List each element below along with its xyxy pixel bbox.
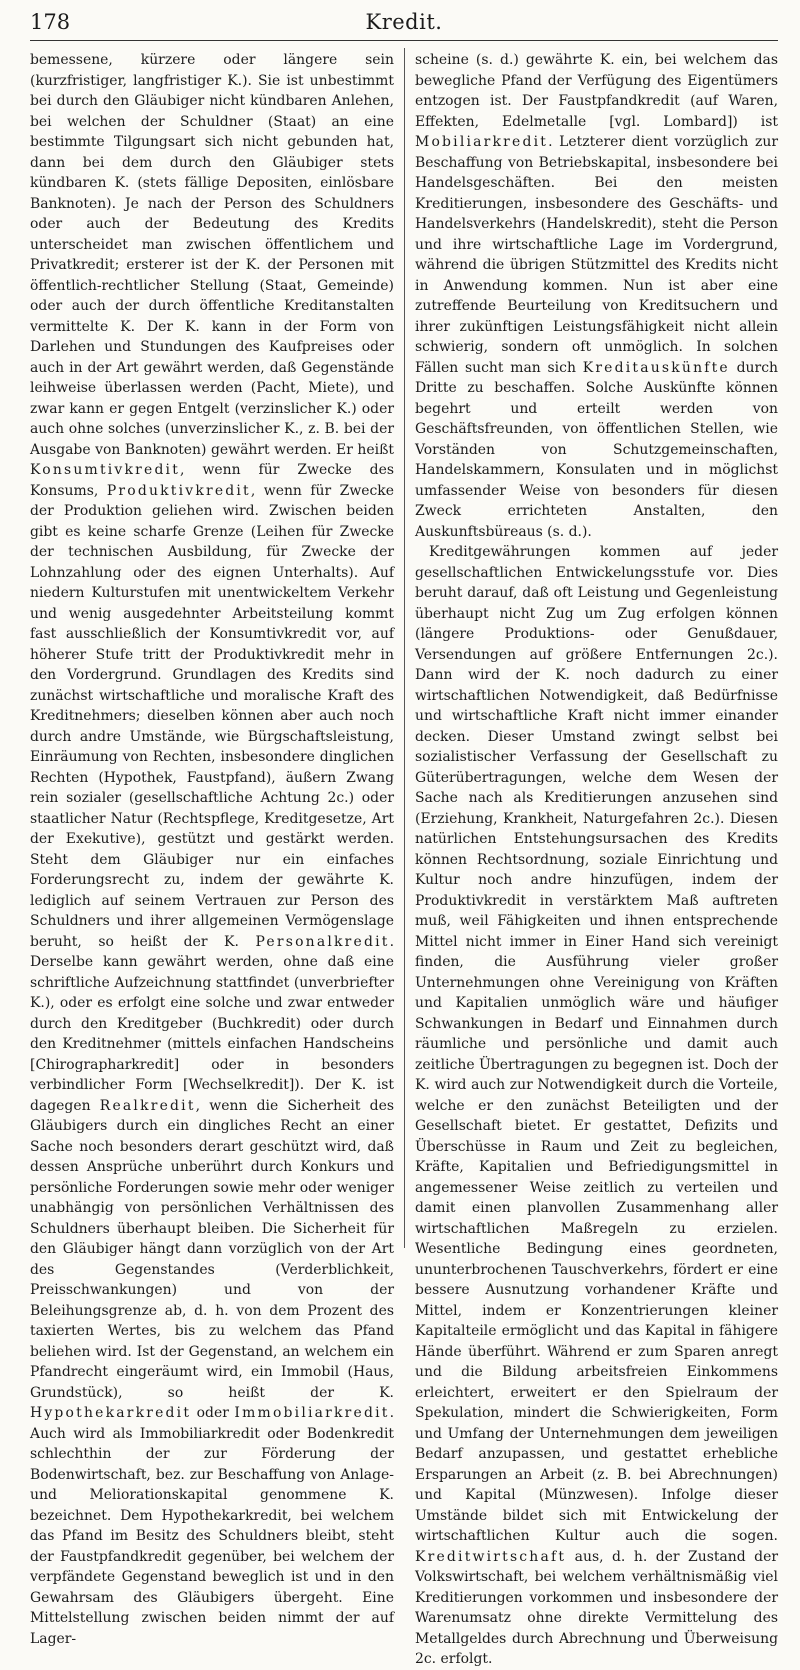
term-kreditauskuenfte: Kreditauskünfte bbox=[582, 359, 730, 376]
text-run: . Letzterer dient vorzüglich zur Beschaffung von Betriebskapital, insbesondere bei Handelsgeschäften. Bei den meisten Kreditierungen, insbesondere des Geschäfts- und Handelsverkehrs (Handelskredit), steht die Person und ihre wirtschaftliche Lage im Vordergrund, während die übrigen Stützmittel des Kredits nicht in Anwendung kommen. Nun ist aber eine zutreffende Beurteilung von Kreditsuchern und ihrer zukünftigen Leistungsfähigkeit nicht allein schwierig, sondern oft unmöglich. In solchen Fällen sucht man sich bbox=[415, 134, 778, 376]
column-divider bbox=[404, 48, 405, 1248]
text-run: bemessene, kürzere oder längere sein (kurzfristiger, langfristiger K.). Sie ist unbestimmt bei durch den Gläubiger nicht kündbaren Anlehen, bei welchen der Schuldner (Staat) an eine bestimmte Tilgungsart sich nicht gebunden hat, dann bei dem durch den Gläubiger stets kündbaren K. (stets fällige Depositen, einlösbare Banknoten). Je nach der Person des Schuldners oder auch der Bedeutung des Kredits unterscheidet man zwischen öffentlichem und Privatkredit; ersterer ist der K. der Personen mit öffentlich-rechtlicher Stellung (Staat, Gemeinde) oder auch der durch öffentliche Kreditanstalten vermittelte K. Der K. kann in der Form von Darlehen und Stundungen des Kaufpreises oder auch in der Art gewährt werden, daß Gegenstände leihweise überlassen werden (Pacht, Miete), und zwar kann er gegen Entgelt (verzinslicher K.) oder auch ohne solches (unverzinslicher K., z. B. bei der Ausgabe von Banknoten) gewährt werden. Er heißt bbox=[30, 52, 394, 458]
text-run: scheine (s. d.) gewährte K. ein, bei welchem das bewegliche Pfand der Verfügung des Eigentümers entzogen ist. Der Faustpfandkredit (auf Waren, Effekten, Edelmetalle [vgl. Lombard]) ist bbox=[415, 52, 778, 130]
page-header bbox=[30, 6, 778, 41]
running-title: Kredit. bbox=[365, 10, 443, 34]
term-konsumtivkredit: Konsumtivkredit bbox=[30, 462, 181, 478]
text-run: durch Dritte zu beschaffen. Solche Auskünfte können begehrt und erteilt werden von Geschäftsfreunden, von öffentlichen Stellen, wie Vorständen von Schutzgemeinschaften, Handelskammern, Konsulaten und in möglichst umfassender Weise von besonders für diesen Zweck errichteten Anstalten, den Auskunftsbüreaus (s. d.). bbox=[415, 359, 778, 540]
text-run: aus, d. h. der Zustand der Volkswirtschaft, bei welchem verhältnismäßig viel Kreditierungen vorkommen und insbesondere der Warenumsatz ohne direkte Vermittelung des Metallgeldes durch Abrechnung und Überweisung 2c. erfolgt. bbox=[415, 1548, 778, 1667]
term-hypothekarkredit: Hypothekarkredit bbox=[30, 1405, 192, 1421]
term-realkredit: Realkredit bbox=[99, 1097, 196, 1114]
text-run: , wenn die Sicherheit des Gläubigers durch ein dingliches Recht an einer Sache noch besonders derart geschützt wird, daß dessen Ansprüche unberührt durch Konkurs und persönliche Forderungen sowie mehr oder weniger unabhängig von persönlichen Verhältnissen des Schuldners überhaupt bleiben. Die Sicherheit für den Gläubiger hängt dann vorzüglich von der Art des Gegenstandes (Verderblichkeit, Preisschwankungen) und von der Beleihungsgrenze ab, d. h. von dem Prozent des taxierten Wertes, bis zu welchem das Pfand beliehen wird. Ist der Gegenstand, an welchem ein Pfandrecht eingeräumt wird, ein Immobil (Haus, Grundstück), so heißt der K. bbox=[30, 1097, 395, 1401]
left-column bbox=[30, 50, 395, 1647]
term-immobiliarkredit: Immobiliarkredit bbox=[234, 1405, 390, 1421]
text-run: . Auch wird als Immobiliarkredit oder Bodenkredit schlechthin der zur Förderung der Bodenwirtschaft, bez. zur Beschaffung von Anlage- und Meliorationskapital genommene K. bezeichnet. Dem Hypothekarkredit, bei welchem das Pfand im Besitz des Schuldners bleibt, steht der Faustpfandkredit gegenüber, bei welchem der verpfändete Gegenstand beweglich ist und in den Gewahrsam des Gläubigers übergeht. Eine Mittelstellung zwischen beiden nimmt der auf Lager- bbox=[30, 1405, 394, 1647]
text-run: , wenn für Zwecke der Produktion geliehen wird. Zwischen beiden gibt es keine scharfe Grenze (Leihen für Zwecke der technischen Ausbildung, für Zwecke der Lohnzahlung oder des eignen Unterhalts). Auf niedern Kulturstufen mit unentwickeltem Verkehr und wenig ausgedehnter Arbeitsteilung kommt fast ausschließlich der Konsumtivkredit vor, auf höherer Stufe tritt der Produktivkredit mehr in den Vordergrund. Grundlagen des Kredits sind zunächst wirtschaftliche und moralische Kraft des Kreditnehmers; dieselben können aber auch noch durch andre Umstände, wie Bürgschaftsleistung, Einräumung von Rechten, insbesondere dinglichen Rechten (Hypothek, Faustpfand), äußern Zwang rein sozialer (gesellschaftliche Achtung 2c.) oder staatlicher Natur (Rechtspflege, Kreditgesetze, Art der Exekutive), gestützt und gestärkt werden. Steht dem Gläubiger nur ein einfaches Forderungsrecht zu, indem der gewährte K. lediglich auf seinem Vertrauen zur Person des Schuldners und ihrer allgemeinen Vermögenslage beruht, so heißt der K. bbox=[30, 482, 394, 950]
text-run: . Derselbe kann gewährt werden, ohne daß eine schriftliche Aufzeichnung stattfindet (unverbriefter K.), oder es erfolgt eine solche und zwar entweder durch den Kreditgeber (Buchkredit) oder durch den Kreditnehmer (mittels einfachen Handscheins [Chirographarkredit] oder in besonders verbindlicher Form [Wechselkredit]). Der K. ist dagegen bbox=[30, 933, 394, 1114]
paragraph-continued bbox=[30, 50, 394, 1649]
text-run: oder bbox=[191, 1405, 235, 1421]
text-run: , wenn für Zwecke des Konsums, bbox=[30, 462, 394, 499]
right-column bbox=[415, 50, 778, 1667]
paragraph bbox=[415, 542, 778, 1670]
term-mobiliarkredit: Mobiliarkredit bbox=[415, 134, 549, 150]
paragraph-continued bbox=[415, 50, 778, 542]
term-kreditwirtschaft: Kreditwirtschaft bbox=[415, 1548, 567, 1565]
term-produktivkredit: Produktivkredit bbox=[106, 482, 251, 499]
text-run: Kreditgewährungen kommen auf jeder gesellschaftlichen Entwickelungsstufe vor. Dies beruht darauf, daß oft Leistung und Gegenleistung überhaupt nicht Zug um Zug erfolgen können (längere Produktions- oder Genußdauer, Versendungen auf größere Entfernungen 2c.). Dann wird der K. noch dadurch zu einer wirtschaftlichen Notwendigkeit, daß Bedürfnisse und wirtschaftliche Kraft nicht immer einander decken. Dieser Umstand zwingt selbst bei sozialistischer Verfassung der Gesellschaft zu Güterübertragungen, welche dem Wesen der Sache nach als Kreditierungen anzusehen sind (Erziehung, Krankheit, Naturgefahren 2c.). Diesen natürlichen Entstehungsursachen des Kredits können Rechtsordnung, soziale Einrichtung und Kultur noch andre hinzufügen, indem der Produktivkredit in verstärktem Maß auftreten muß, weil Fähigkeiten und ihnen entsprechende Mittel nicht immer in Einer Hand sich vereinigt finden, die Ausführung vieler großer Unternehmungen ohne Vereinigung von Kräften und Kapitalien unmöglich wäre und häufiger Schwankungen in Bedarf und Einnahmen durch räumliche und persönliche und damit auch zeitliche Übertragungen zu begegnen ist. Doch der K. wird auch zur Notwendigkeit durch die Vorteile, welche er den zunächst Beteiligten und der Gesellschaft bietet. Er gestattet, Defizits und Überschüsse in Raum und Zeit zu begleichen, Kräfte, Kapitalien und Befriedigungsmittel in angemessener Weise zeitlich zu verteilen und damit einen planvollen Zusammenhang aller wirtschaftlichen Maßregeln zu erzielen. Wesentliche Bedingung eines geordneten, ununterbrochenen Tauschverkehrs, fördert er eine bessere Ausnutzung vorhandener Kräfte und Mittel, indem er Konzentrierungen kleiner Kapitalteile ermöglicht und das Kapital in fähigere Hände überführt. Während er zum Sparen anregt und die Bildung arbeitsfreien Einkommens erleichtert, erweitert er den Spielraum der Spekulation, mindert die Schwierigkeiten, Form und Umfang der Unternehmungen dem jeweiligen Bedarf anzupassen, und gestattet erhebliche Ersparungen an Arbeit (z. B. bei Abrechnungen) und Kapital (Münzwesen). Infolge dieser Umstände bildet sich mit Entwickelung der wirtschaftlichen Kultur auch die sogen. bbox=[415, 544, 778, 1544]
page-number: 178 bbox=[30, 10, 71, 34]
term-personalkredit: Personalkredit bbox=[255, 933, 390, 950]
